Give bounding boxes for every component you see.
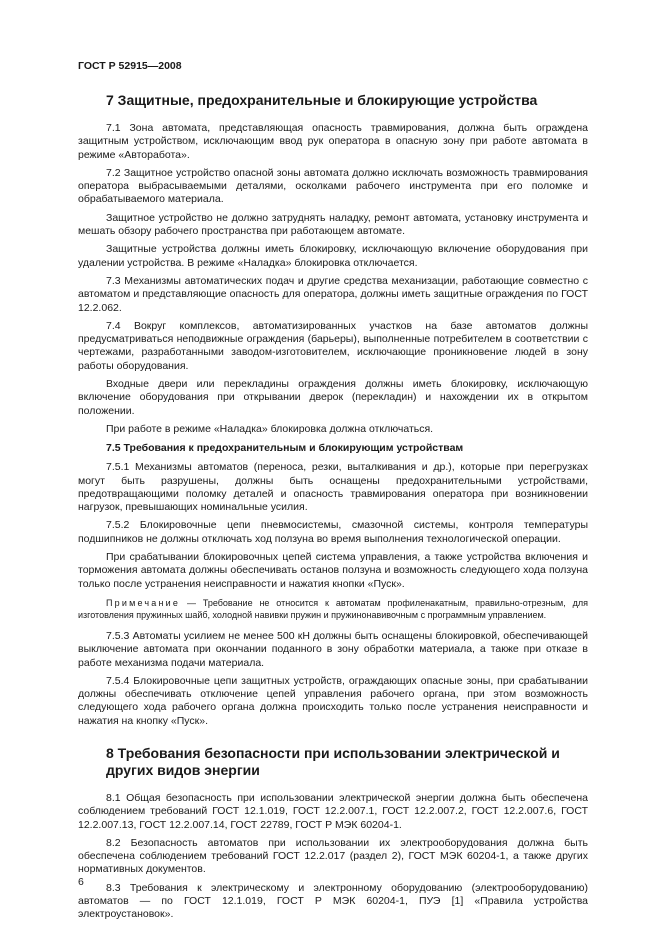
- section-7-heading: 7 Защитные, предохранительные и блокирующие устройства: [106, 92, 538, 108]
- paragraph-7-2-b: Защитные устройства должны иметь блокировку, исключающую включение оборудования при удалении устройства. В режиме «Наладка» блокировка отключается.: [78, 243, 588, 269]
- note-text: — Требование не относится к автоматам профиленакатным, правильно-отрезным, для изготовления пружинных шайб, холодной навивки пружин и пружинонавивочным с программным управлением.: [78, 597, 588, 620]
- document-code: ГОСТ Р 52915—2008: [78, 60, 182, 72]
- paragraph-8-3: 8.3 Требования к электрическому и электронному оборудованию (электрооборудованию) автоматов — по ГОСТ 12.1.019, ГОСТ Р МЭК 60204-1, ПУЭ [1] «Правила устройства электроустановок».: [78, 881, 588, 921]
- note: [78, 597, 588, 621]
- paragraph-7-3: 7.3 Механизмы автоматических подач и другие средства механизации, работающие совместно с автоматом и представляющие опасность для оператора, должны иметь защитные ограждения по ГОСТ 12.2.062.: [78, 274, 588, 314]
- section-8-heading: 8 Требования безопасности при использовании электрической и других видов энергии: [106, 744, 560, 778]
- paragraph-7-5-2-a: При срабатывании блокировочных цепей система управления, а также устройства включения и торможения автомата должны обеспечивать останов ползуна и возможность следующего хода ползуна только после устранения неисправности и нажатия кнопки «Пуск».: [78, 551, 588, 590]
- paragraph-7-4-b: При работе в режиме «Наладка» блокировка должна отключаться.: [106, 422, 434, 435]
- paragraph-7-5-3: 7.5.3 Автоматы усилием не менее 500 кН должны быть оснащены блокировкой, обеспечивающей выключение автомата при окончании поданного в зону обработки материала, а также при отказе в работе механизма подачи материала.: [78, 629, 588, 669]
- page-number: 6: [78, 876, 84, 888]
- note-label: Примечание: [106, 597, 181, 608]
- paragraph-7-5-4: 7.5.4 Блокировочные цепи защитных устройств, ограждающих опасные зоны, при срабатывании должны обеспечивать отключение цепей управления рабочего органа, при этом возможность следующего хода рабочего органа должна происходить только после устранения неисправности и нажатия на кнопку «Пуск».: [78, 674, 588, 727]
- subsection-7-5-heading: 7.5 Требования к предохранительным и блокирующим устройствам: [106, 442, 464, 455]
- paragraph-8-1: 8.1 Общая безопасность при использовании электрической энергии должна быть обеспечена соблюдением требований ГОСТ 12.1.019, ГОСТ 12.2.007.1, ГОСТ 12.2.007.2, ГОСТ 12.2.007.6, ГОСТ 12.2.007.13, ГОСТ 12.2.007.14, ГОСТ 22789, ГОСТ Р МЭК 60204-1.: [78, 791, 588, 831]
- document-page: [78, 60, 588, 927]
- paragraph-7-2-a: Защитное устройство не должно затруднять наладку, ремонт автомата, установку инструмента и мешать обзору рабочего пространства при работающем автомате.: [78, 211, 588, 238]
- paragraph-7-5-1: 7.5.1 Механизмы автоматов (переноса, резки, выталкивания и др.), которые при перегрузках могут быть разрушены, должны быть оснащены предохранительными устройствами, предотвращающими поломку деталей и опасность травмирования оператора при возникновении нагрузок, превышающих номинальные усилия.: [78, 461, 588, 514]
- paragraph-7-1: 7.1 Зона автомата, представляющая опасность травмирования, должна быть ограждена защитным устройством, исключающим ввод рук оператора в опасную зону при работе автомата в режиме «Авторабота».: [78, 122, 588, 161]
- paragraph-7-4-a: Входные двери или перекладины ограждения должны иметь блокировку, исключающую включение оборудования при открывании дверок (перекладин) и нахождении их в открытом положении.: [78, 378, 588, 417]
- paragraph-7-4: 7.4 Вокруг комплексов, автоматизированных участков на базе автоматов должны предусматриваться неподвижные ограждения (барьеры), выполненные потребителем в соответствии с чертежами, разработанными заводом-изготовителем, исключающие проникновение людей в зону работы оборудования.: [78, 319, 588, 372]
- paragraph-7-5-2: 7.5.2 Блокировочные цепи пневмосистемы, смазочной системы, контроля температуры подшипников не должны отключать ход ползуна во время выполнения технологической операции.: [78, 519, 588, 545]
- paragraph-8-2: 8.2 Безопасность автоматов при использовании их электрооборудования должна быть обеспечена соблюдением требований ГОСТ 12.2.017 (раздел 2), ГОСТ МЭК 60204-1, а также других нормативных документов.: [78, 836, 588, 876]
- paragraph-7-2: 7.2 Защитное устройство опасной зоны автомата должно исключать возможность травмирования оператора выбрасываемыми деталями, осколками рабочего инструмента при его поломке и обрабатываемого материала.: [78, 166, 588, 206]
